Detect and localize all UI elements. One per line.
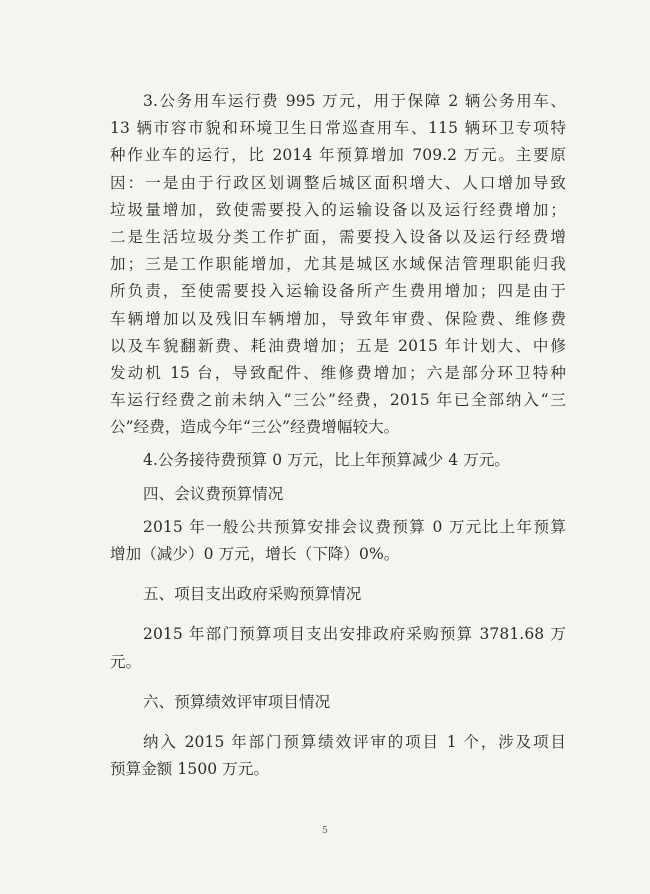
paragraph-vehicle-costs-line-2: 13 辆市容市貌和环境卫生日常巡查用车、115 辆环卫专项特: [110, 119, 566, 138]
spacer: [110, 608, 566, 621]
paragraph-meeting-line-2: 增加（减少）0 万元，增长（下降）0%。: [110, 545, 400, 563]
paragraph-vehicle-costs-line-1: 3.公务用车运行费 995 万元，用于保障 2 辆公务用车、: [143, 92, 566, 110]
paragraph-reception-costs: 4.公务接待费预算 0 万元，比上年预算减少 4 万元。: [143, 451, 511, 470]
paragraph-vehicle-costs-line-7: 加；三是工作职能增加，尤其是城区水域保洁管理职能归我: [110, 255, 566, 274]
paragraph-vehicle-costs-line-11: 发动机 15 台，导致配件、维修费增加；六是部分环卫特种: [110, 363, 566, 382]
paragraph-procurement-line-2: 元。: [110, 652, 142, 671]
heading-meeting-budget: 四、会议费预算情况: [143, 484, 284, 503]
document-body: [110, 88, 566, 783]
spacer: [110, 716, 566, 729]
heading-performance-review: 六、预算绩效评审项目情况: [143, 692, 331, 711]
paragraph-vehicle-costs-line-13: 公”经费，造成今年“三公”经费增幅较大。: [110, 418, 400, 437]
paragraph-vehicle-costs-line-4: 因：一是由于行政区划调整后城区面积增大、人口增加导致: [110, 173, 566, 192]
paragraph-vehicle-costs-line-3: 种作业车的运行，比 2014 年预算增加 709.2 万元。主要原: [110, 146, 566, 165]
paragraph-vehicle-costs-line-9: 车辆增加以及残旧车辆增加，导致年审费、保险费、维修费: [110, 309, 566, 328]
paragraph-procurement-line-1: 2015 年部门预算项目支出安排政府采购预算 3781.68 万: [143, 625, 566, 644]
paragraph-vehicle-costs-line-12: 车运行经费之前未纳入“三公”经费，2015 年已全部纳入“三: [110, 391, 566, 410]
page-number: 5: [322, 826, 328, 836]
heading-procurement-budget: 五、项目支出政府采购预算情况: [143, 585, 362, 604]
paragraph-vehicle-costs-line-8: 所负责，至使需要投入运输设备所产生费用增加；四是由于: [110, 282, 566, 301]
paragraph-vehicle-costs-line-5: 垃圾量增加，致使需要投入的运输设备以及运行经费增加；: [110, 200, 566, 219]
spacer: [110, 568, 566, 581]
paragraph-vehicle-costs-line-6: 二是生活垃圾分类工作扩面，需要投入设备以及运行经费增: [110, 227, 566, 246]
paragraph-performance-line-1: 纳入 2015 年部门预算绩效评审的项目 1 个，涉及项目: [143, 732, 566, 751]
paragraph-vehicle-costs-line-10: 以及车貌翻新费、耗油费增加；五是 2015 年计划大、中修: [110, 336, 566, 355]
paragraph-meeting-line-1: 2015 年一般公共预算安排会议费预算 0 万元比上年预算: [143, 517, 566, 536]
spacer: [110, 676, 566, 689]
paragraph-performance-line-2: 预算金额 1500 万元。: [110, 760, 270, 779]
